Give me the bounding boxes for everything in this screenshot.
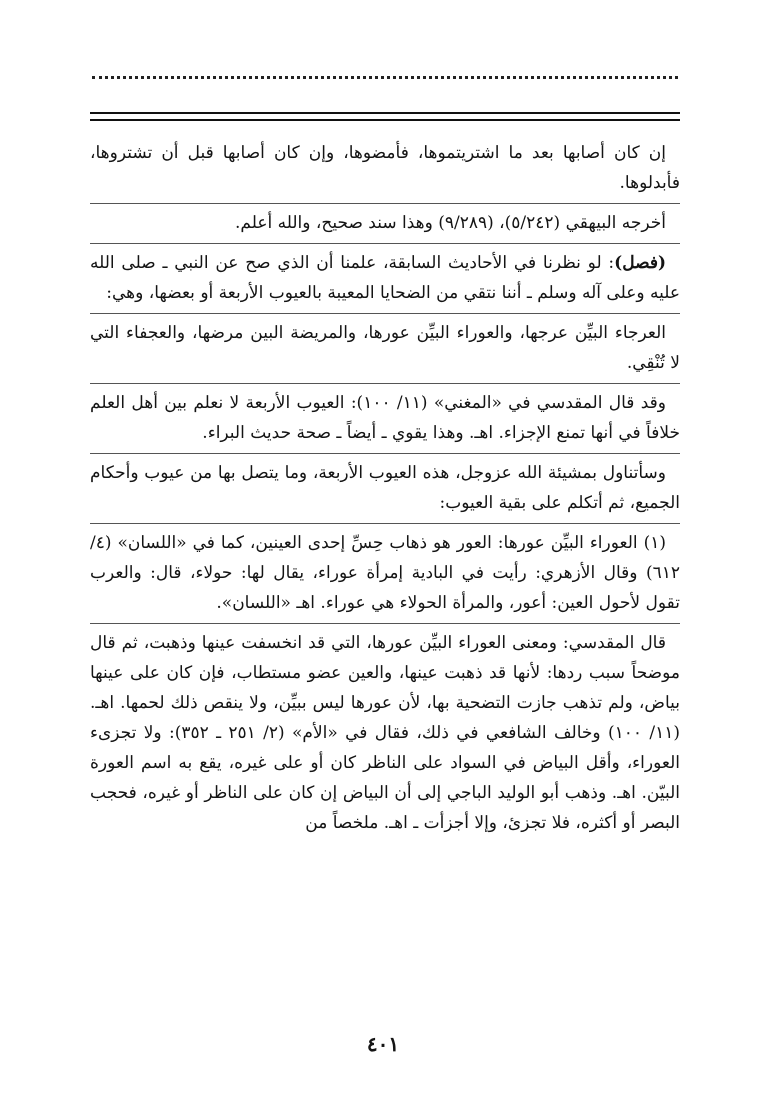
paragraph-divider: [90, 623, 680, 624]
paragraph-divider: [90, 203, 680, 204]
paragraph-divider: [90, 523, 680, 524]
paragraph: وسأتناول بمشيئة الله عزوجل، هذه العيوب الأربعة، وما يتصل بها من عيوب وأحكام الجميع، ثم أتكلم على بقية العيوب:: [90, 463, 680, 513]
paragraph-divider: [90, 313, 680, 314]
paragraph-divider: [90, 243, 680, 244]
paragraph-divider: [90, 383, 680, 384]
section-heading: (فصل): [614, 253, 666, 273]
paragraph-divider: [90, 453, 680, 454]
paragraph: أخرجه البيهقي (٥/٢٤٢)، (٩/٢٨٩) وهذا سند صحيح، والله أعلم.: [235, 213, 666, 233]
paragraph: قال المقدسي: ومعنى العوراء البيِّن عورها، التي قد انخسفت عينها وذهبت، ثم قال موضحاً سبب ردها: لأنها قد ذهبت عينها، والعين عضو مستطاب، فإن كان على عينها بياض، ولم تذهب جازت التضحية بها، لأن عورها ليس ببيِّن، ولا ينقص ذلك لحمها. اهـ. (١١/ ١٠٠) وخالف الشافعي في ذلك، فقال في «الأم» (٢/ ٢٥١ ـ ٣٥٢): ولا تجزىء العوراء، وأقل البياض في السواد على الناظر كان أو على غيره، يقع به اسم العورة البيّن. اهـ. وذهب أبو الوليد الباجي إلى أن البياض إن كان على الناظر أو غيره، فحجب البصر أو أكثره، فلا تجزئ، وإلا أجزأت ـ اهـ. ملخصاً من: [90, 633, 681, 833]
paragraph: (١) العوراء البيِّن عورها: العور هو ذهاب حِسِّ إحدى العينين، كما في «اللسان» (٤/ ٦١٢) وقال الأزهري: رأيت في البادية إمرأة عوراء، يقال لها: حولاء، قال: والعرب تقول لأحول العين: أعور، والمرأة الحولاء هي عوراء. اهـ «اللسان».: [90, 533, 680, 613]
paragraph: إن كان أصابها بعد ما اشتريتموها، فأمضوها، وإن كان أصابها قبل أن تشتروها، فأبدلوها.: [90, 143, 680, 193]
page-body: [90, 138, 680, 838]
paragraph: العرجاء البيِّن عرجها، والعوراء البيِّن عورها، والمريضة البين مرضها، والعجفاء التي لا تُنْقِي.: [90, 323, 680, 373]
paragraph: (فصل): لو نظرنا في الأحاديث السابقة، علمنا أن الذي صح عن النبي ـ صلى الله عليه وعلى آله وسلم ـ أننا نتقي من الضحايا المعيبة بالعيوب الأربعة أو بعضها، وهي:: [90, 253, 680, 303]
paragraph: وقد قال المقدسي في «المغني» (١١/ ١٠٠): العيوب الأربعة لا نعلم بين أهل العلم خلافاً في أنها تمنع الإجزاء. اهـ. وهذا يقوي ـ أيضاً ـ صحة حديث البراء.: [90, 393, 680, 443]
header-rule-top: [90, 112, 680, 114]
header-rule-bottom: [90, 119, 680, 121]
page-number: ٤٠١: [366, 1032, 400, 1056]
header-dotted-line: [92, 76, 678, 79]
